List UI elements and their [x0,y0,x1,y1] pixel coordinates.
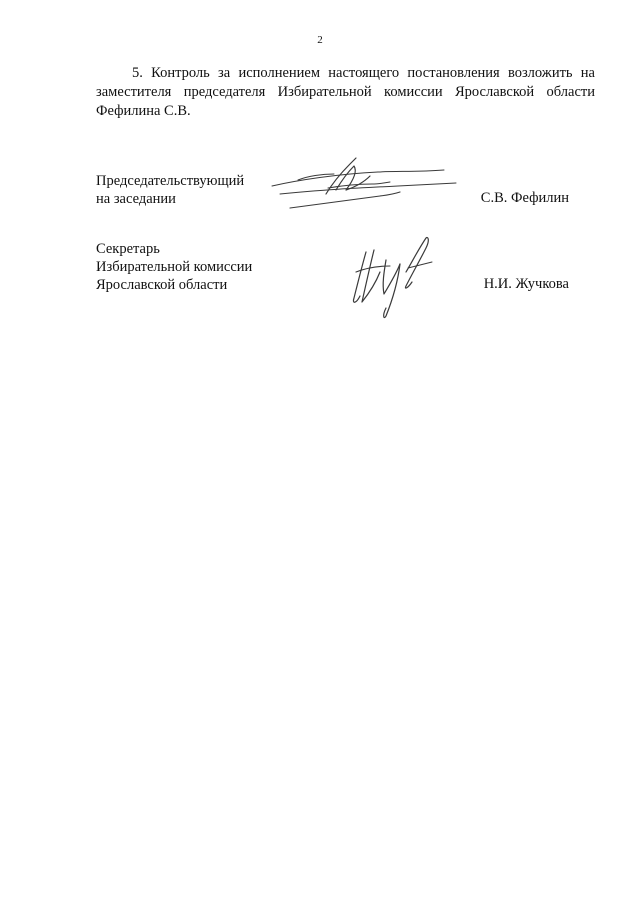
chair-signature-stroke-3 [290,192,400,208]
chair-role-line-1: Председательствующий [96,173,245,189]
paragraph-item-number: 5. [132,65,143,81]
control-paragraph [96,64,595,121]
chair-handwritten-signature [268,150,460,216]
page-number: 2 [317,34,323,46]
secretary-role-line-1: Секретарь [96,241,160,257]
secretary-signature-stroke-6 [405,237,428,288]
secretary-handwritten-signature [346,232,438,322]
chair-signature-stroke-7 [298,174,334,180]
chair-signature-stroke-1 [272,170,444,186]
secretary-role-line-3: Ярославской области [96,277,228,293]
chair-name: С.В. Фефилин [480,190,569,206]
chair-role-line-2: на заседании [96,191,176,207]
paragraph-text: Контроль за исполнением настоящего постановления возложить на заместителя председателя Избирательной комиссии Ярославской области Фефилина С.В. [96,65,595,119]
secretary-role-line-2: Избирательной комиссии [96,259,253,275]
chair-signature-stroke-2 [280,183,456,194]
secretary-name: Н.И. Жучкова [483,276,569,292]
